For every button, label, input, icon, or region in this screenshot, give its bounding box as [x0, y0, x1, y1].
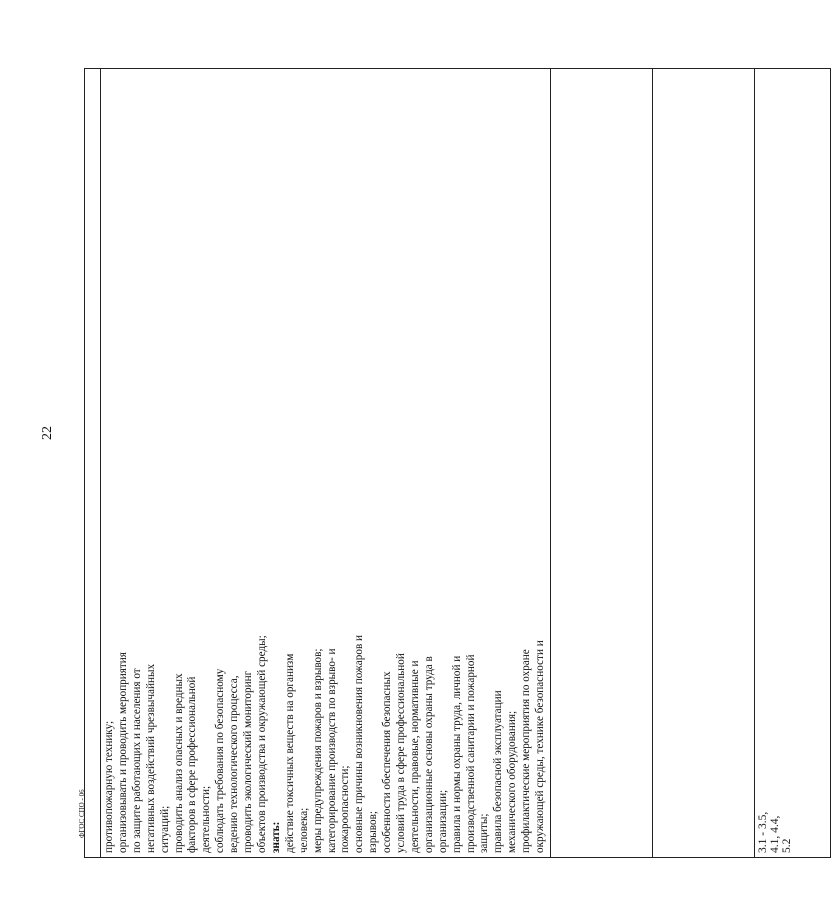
- cell-empty: [653, 69, 755, 858]
- content-line: противопожарную технику;: [103, 720, 115, 853]
- content-lines: [103, 73, 548, 853]
- content-line: негативных воздействий чрезвычайных: [144, 663, 157, 853]
- content-line: по защите работающих и населения от: [130, 668, 143, 853]
- content-line: производственной санитарии и пожарной: [464, 654, 477, 853]
- table-row-content: [101, 69, 551, 858]
- content-line: меры предупреждения пожаров и взрывов;: [311, 648, 324, 853]
- rotated-table-wrapper: [84, 68, 793, 858]
- page-number: 22: [40, 426, 55, 440]
- content-line: условий труда в сфере профессиональной: [395, 653, 408, 853]
- competency-refs: [757, 73, 793, 853]
- cell-empty: [551, 69, 653, 858]
- content-line: объектов производства и окружающей среды;: [255, 635, 268, 853]
- table-row-empty-1: [85, 69, 101, 858]
- content-line: деятельности, правовые, нормативные и: [408, 660, 421, 853]
- cell-empty: [85, 69, 101, 858]
- table-row-refs: [755, 69, 831, 858]
- standard-table: [84, 68, 831, 858]
- content-line: факторов в сфере профессиональной: [186, 676, 199, 853]
- content-line: основные причины возникновения пожаров и: [353, 634, 366, 853]
- content-line: пожароопасности;: [339, 765, 352, 853]
- content-line: правила безопасной эксплуатации: [492, 690, 505, 853]
- content-line: правила и нормы охраны труда, личной и: [450, 655, 463, 853]
- content-line: деятельности;: [200, 785, 213, 853]
- competency-ref: 3.1 - 3.5,: [757, 811, 769, 853]
- content-line: ситуаций;: [158, 805, 171, 853]
- competency-ref: 4.1, 4.4,: [769, 815, 781, 853]
- content-line: проводить экологический мониторинг: [242, 670, 255, 853]
- content-line: особенности обеспечения безопасных: [381, 671, 394, 853]
- table-row-empty-2: [551, 69, 653, 858]
- content-line: защиты;: [478, 813, 491, 853]
- content-line: знать:: [269, 821, 282, 853]
- footer-code: ФГОС СПО - 06: [78, 789, 86, 838]
- content-line: действие токсичных веществ на организм: [283, 653, 296, 853]
- content-line: организации;: [436, 789, 449, 853]
- refs-cell: [755, 69, 831, 858]
- content-line: проводить анализ опасных и вредных: [172, 673, 185, 853]
- content-line: человека;: [297, 807, 310, 853]
- content-cell: [101, 69, 551, 858]
- competency-ref: 5.2: [781, 838, 793, 853]
- content-line: механического оборудования;: [506, 710, 519, 853]
- content-line: организовывать и проводить мероприятия: [116, 652, 129, 853]
- table-row-empty-3: [653, 69, 755, 858]
- content-line: ведению технологического процесса,: [228, 675, 241, 853]
- content-line: профилактические мероприятия по охране: [520, 649, 533, 853]
- content-line: взрывов;: [367, 810, 380, 853]
- content-line: категорирование производств по взрыво- и: [325, 648, 338, 853]
- content-line: организационные основы охраны труда в: [422, 656, 435, 853]
- content-line: соблюдать требования по безопасному: [214, 668, 227, 853]
- content-line: окружающей среды, технике безопасности и: [534, 640, 547, 853]
